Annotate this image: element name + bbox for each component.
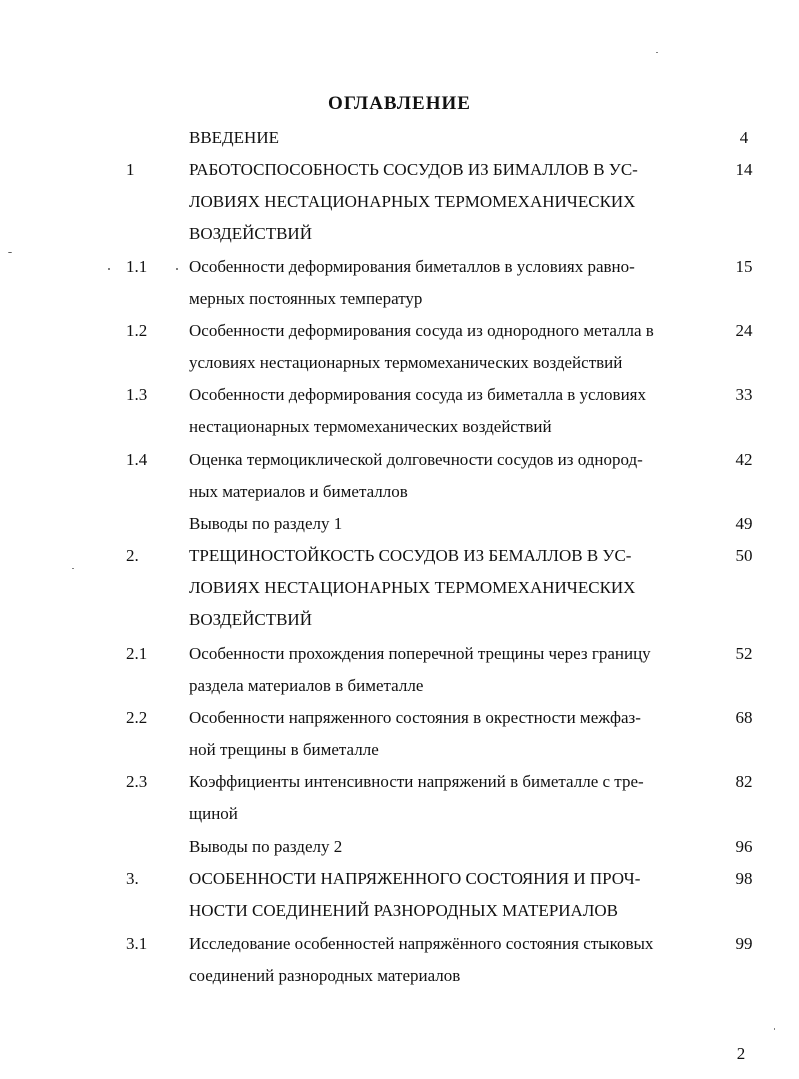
toc-entry-title	[189, 766, 719, 830]
toc-entry-page: 49	[735, 514, 753, 533]
toc-entry-line: ВОЗДЕЙСТВИЙ	[189, 610, 312, 629]
toc-entry-title	[189, 315, 719, 379]
toc-entry-line: соединений разнородных материалов	[189, 966, 461, 985]
toc-entry-line: Особенности прохождения поперечной трещины через границу	[189, 644, 651, 663]
toc-entry-page: 98	[735, 869, 753, 888]
toc-entry-page: 24	[735, 321, 753, 340]
toc-entry-line: Исследование особенностей напряжённого состояния стыковых	[189, 934, 654, 953]
toc-entry-title	[189, 444, 719, 508]
toc-entry-line: Особенности деформирования сосуда из однородного металла в	[189, 321, 654, 340]
toc-entry-page: 68	[735, 708, 753, 727]
toc-entry-line: ТРЕЩИНОСТОЙКОСТЬ СОСУДОВ ИЗ БЕМАЛЛОВ В УС-	[189, 546, 632, 565]
toc-entry-line: мерных постоянных температур	[189, 289, 423, 308]
toc-entry-page: 14	[735, 160, 753, 179]
toc-entry-number: 2.2	[126, 708, 148, 727]
toc-entry-number: 1.4	[126, 450, 148, 469]
toc-entry-line: ной трещины в биметалле	[189, 740, 379, 759]
toc-entry-title	[189, 928, 719, 992]
toc-entry-number: 1.3	[126, 385, 148, 404]
toc-entry-line: НОСТИ СОЕДИНЕНИЙ РАЗНОРОДНЫХ МАТЕРИАЛОВ	[189, 901, 618, 920]
page-number: 2	[736, 1044, 746, 1063]
toc-entry-title	[189, 508, 719, 540]
toc-entry-line: Выводы по разделу 2	[189, 837, 343, 856]
scan-speck	[108, 268, 110, 270]
toc-entry-line: ЛОВИЯХ НЕСТАЦИОНАРНЫХ ТЕРМОМЕХАНИЧЕСКИХ	[189, 578, 636, 597]
toc-entry-number: 2.1	[126, 644, 148, 663]
toc-entry-page: 33	[735, 385, 753, 404]
toc-entry-line: условиях нестационарных термомеханических воздействий	[189, 353, 623, 372]
toc-entry-line: ОСОБЕННОСТИ НАПРЯЖЕННОГО СОСТОЯНИЯ И ПРОЧ-	[189, 869, 641, 888]
toc-entry-title	[189, 379, 719, 443]
toc-entry-number: 3.1	[126, 934, 148, 953]
toc-entry-line: ВВЕДЕНИЕ	[189, 128, 279, 147]
toc-entry-number: 3.	[126, 869, 139, 888]
toc-entry-line: ВОЗДЕЙСТВИЙ	[189, 224, 312, 243]
toc-entry-title	[189, 863, 719, 927]
toc-entry-line: Особенности напряженного состояния в окрестности межфаз-	[189, 708, 641, 727]
toc-entry-line: нестационарных термомеханических воздействий	[189, 417, 552, 436]
toc-entry-page: 82	[735, 772, 753, 791]
toc-entry-line: ЛОВИЯХ НЕСТАЦИОНАРНЫХ ТЕРМОМЕХАНИЧЕСКИХ	[189, 192, 636, 211]
toc-entry-number: 2.	[126, 546, 139, 565]
toc-entry-number: 1.1	[126, 257, 148, 276]
toc-entry-line: РАБОТОСПОСОБНОСТЬ СОСУДОВ ИЗ БИМАЛЛОВ В УС-	[189, 160, 638, 179]
toc-entry-line: Особенности деформирования биметаллов в условиях равно-	[189, 257, 635, 276]
toc-entry-title	[189, 251, 719, 315]
toc-entry-line: щиной	[189, 804, 238, 823]
toc-entry-line: раздела материалов в биметалле	[189, 676, 424, 695]
toc-entry-number: 1.2	[126, 321, 148, 340]
toc-entry-line: Выводы по разделу 1	[189, 514, 343, 533]
toc-entry-number: 1	[126, 160, 135, 179]
toc-entry-page: 15	[735, 257, 753, 276]
toc-entry-title	[189, 702, 719, 766]
scan-speck	[8, 252, 12, 253]
toc-entry-page: 96	[735, 837, 753, 856]
toc-entry-line: ных материалов и биметаллов	[189, 482, 408, 501]
toc-entry-title	[189, 540, 719, 636]
toc-entry-title	[189, 638, 719, 702]
toc-entry-title	[189, 122, 719, 154]
scan-speck	[656, 52, 658, 53]
page-title: ОГЛАВЛЕНИЕ	[328, 93, 471, 114]
toc-entry-page: 42	[735, 450, 753, 469]
scan-speck	[774, 1028, 775, 1030]
toc-entry-title	[189, 831, 719, 863]
toc-entry-number: 2.3	[126, 772, 148, 791]
scan-speck	[176, 268, 178, 270]
toc-entry-line: Коэффициенты интенсивности напряжений в биметалле с тре-	[189, 772, 644, 791]
toc-entry-page: 4	[739, 128, 749, 147]
toc-entry-page: 99	[735, 934, 753, 953]
toc-entry-title	[189, 154, 719, 250]
toc-entry-page: 50	[735, 546, 753, 565]
scan-speck	[72, 568, 74, 569]
toc-entry-line: Особенности деформирования сосуда из биметалла в условиях	[189, 385, 646, 404]
toc-entry-line: Оценка термоциклической долговечности сосудов из однород-	[189, 450, 643, 469]
toc-entry-page: 52	[735, 644, 753, 663]
